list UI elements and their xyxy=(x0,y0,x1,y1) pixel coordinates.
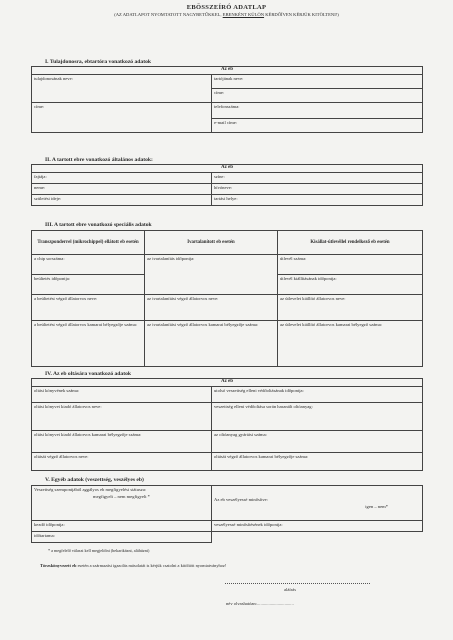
registry-text: esetén a származási igazolás másolatát is kérjük csatolni a kitöltött nyomtatványhoz! xyxy=(76,563,227,568)
section-5-heading: V. Egyéb adatok (veszettség, veszélyes eb) xyxy=(45,477,144,483)
subtitle-part: KÉRDŐÍVEN KÉRJÜK KITÖLTENI!) xyxy=(264,12,339,17)
form-subtitle xyxy=(0,12,453,17)
observation-status-options[interactable]: megfigyelt – nem megfigyelt * xyxy=(93,494,150,500)
keeper-address-field[interactable]: címe: xyxy=(212,89,423,103)
observation-status-label: Veszettség szempontjából aggályos eb megfigyelési státusza: xyxy=(34,487,147,492)
s3-col2-header: Ivartalanított eb esetén xyxy=(145,231,278,255)
implant-vet-stamp-field[interactable]: a beültetést végző állatorvos kamarai bélyegzője száma: xyxy=(32,321,145,367)
implant-date-field[interactable]: beültetés időpontja: xyxy=(32,275,145,295)
section-1-heading: I. Tulajdonosra, ebtartóra vonatkozó adatok xyxy=(45,59,151,65)
vacc-book-vet-stamp-field[interactable]: oltási könyvet kiadó állatorvos kamarai bélyegzője száma: xyxy=(32,431,212,453)
dangerous-status-options[interactable]: igen – nem* xyxy=(365,504,388,509)
keeper-name-field[interactable]: tartójának neve: xyxy=(212,75,423,89)
subtitle-part: (AZ ADATLAPOT NYOMTATOTT NAGYBETŰKKEL, xyxy=(114,12,223,17)
signature-label: aláírás xyxy=(284,587,296,592)
empty-cell xyxy=(212,532,423,543)
printed-name-dots: ................................ xyxy=(257,601,294,606)
vaccinating-vet-stamp-field[interactable]: oltását végző állatorvos kamarai bélyegzője száma: xyxy=(212,453,423,471)
section-4-heading: IV. Az eb oltására vonatkozó adatok xyxy=(45,371,131,377)
dangerous-status-field[interactable] xyxy=(212,486,423,521)
registry-bold: Törzskönyvezett eb xyxy=(40,563,77,568)
section-2-table xyxy=(31,164,423,206)
neuter-date-field[interactable]: az ivartalanítás időpontja: xyxy=(145,255,278,295)
signature-line[interactable] xyxy=(225,583,370,584)
neuter-vet-stamp-field[interactable]: az ivartalanítást végző állatorvos kamarai bélyegzője száma: xyxy=(145,321,278,367)
chip-number-field[interactable]: a chip sorszáma: xyxy=(32,255,145,275)
passport-vet-stamp-field[interactable]: az útlevelet kiállító állatorvos kamarai bélyegző száma: xyxy=(278,321,423,367)
birth-date-field[interactable]: születési ideje: xyxy=(32,195,212,206)
owner-name-field[interactable]: tulajdonosának neve: xyxy=(32,75,212,103)
vaccinating-vet-name-field[interactable]: oltását végző állatorvos neve: xyxy=(32,453,212,471)
observation-duration-field[interactable]: időtartama: xyxy=(32,532,212,543)
email-field[interactable]: e-mail címe: xyxy=(212,119,423,133)
footnote: * a megfelelő választ kell megjelölni (bekarikázni, aláhúzni) xyxy=(48,548,150,553)
section-3-table xyxy=(31,230,423,367)
s1-col-header: Az eb xyxy=(32,67,423,75)
passport-issue-date-field[interactable]: útlevél kiállításának időpontja: xyxy=(278,275,423,295)
owner-address-field[interactable]: címe: xyxy=(32,103,212,133)
section-5-table xyxy=(31,485,423,543)
passport-number-field[interactable]: útlevél száma: xyxy=(278,255,423,275)
section-3-heading: III. A tartott ebre vonatkozó speciális adatok xyxy=(45,222,152,228)
keeping-place-field[interactable]: tartási helye: xyxy=(212,195,423,206)
s2-col-header: Az eb xyxy=(32,165,423,173)
last-rabies-vacc-date-field[interactable]: utolsó veszettség elleni védőoltásának időpontja: xyxy=(212,387,423,403)
dangerous-status-label: Az eb veszélyessé minősítve: xyxy=(214,496,268,502)
dangerous-date-field[interactable]: veszélyessé minősítésének időpontja: xyxy=(212,521,423,532)
vaccine-used-field[interactable]: veszettség elleni védőoltása során használt oltóanyag: xyxy=(212,403,423,431)
section-4-table xyxy=(31,378,423,471)
registry-note xyxy=(40,563,226,568)
implant-vet-name-field[interactable]: a beültetést végző állatorvos neve: xyxy=(32,295,145,321)
form-title: EBÖSSZEÍRÓ ADATLAP xyxy=(186,4,267,11)
observation-status-field[interactable] xyxy=(32,486,212,521)
phone-field[interactable]: telefonszáma: xyxy=(212,103,423,119)
vacc-book-vet-name-field[interactable]: oltási könyvet kiadó állatorvos neve: xyxy=(32,403,212,431)
s4-col-header: Az eb xyxy=(32,379,423,387)
printed-name-label: név olvashatóan: xyxy=(226,601,257,606)
call-name-field[interactable]: hívóneve: xyxy=(212,184,423,195)
s3-col1-header: Transzponderrel (mikrochippel) ellátott eb esetén xyxy=(32,231,145,255)
observation-start-date-field[interactable]: kezdő időpontja: xyxy=(32,521,212,532)
s3-col3-header: Kisállat-útlevéllel rendelkező eb esetén xyxy=(278,231,423,255)
neuter-vet-name-field[interactable]: az ivartalanítást végző állatorvos neve: xyxy=(145,295,278,321)
sex-field[interactable]: neme: xyxy=(32,184,212,195)
color-field[interactable]: színe: xyxy=(212,173,423,184)
passport-vet-name-field[interactable]: az útlevelet kiállító állatorvos neve: xyxy=(278,295,423,321)
section-1-table xyxy=(31,66,423,133)
printed-name-row[interactable] xyxy=(226,601,294,606)
vacc-book-number-field[interactable]: oltási könyvének száma: xyxy=(32,387,212,403)
breed-field[interactable]: fajtája: xyxy=(32,173,212,184)
section-2-heading: II. A tartott ebre vonatkozó általános adatok: xyxy=(45,157,153,163)
subtitle-underlined: EBENKÉNT KÜLÖN xyxy=(222,12,265,17)
vaccine-batch-field[interactable]: az oltóanyag gyártási száma: xyxy=(212,431,423,453)
